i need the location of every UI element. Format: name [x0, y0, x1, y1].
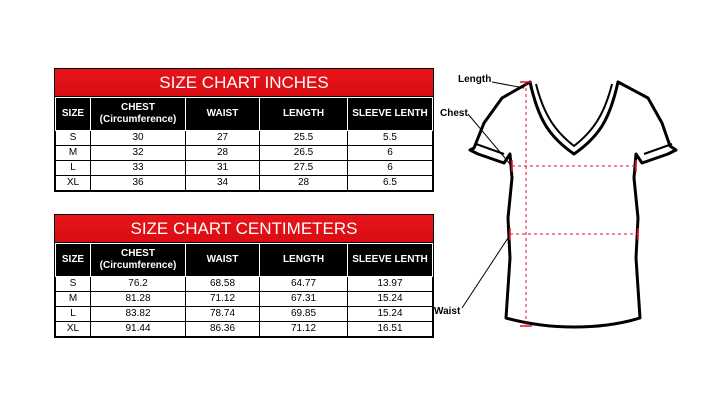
cell-size: L	[56, 161, 91, 176]
table-row	[56, 277, 433, 292]
cell-sleeve: 6	[348, 146, 433, 161]
cell-chest: 30	[91, 131, 186, 146]
header-chest-sub: (Circumference)	[99, 260, 177, 271]
cell-length: 28	[260, 176, 348, 191]
cell-size: M	[56, 292, 91, 307]
cell-waist: 28	[186, 146, 260, 161]
length-leader	[492, 82, 524, 88]
table-row	[56, 292, 433, 307]
cell-chest: 76.2	[91, 277, 186, 292]
cell-size: S	[56, 277, 91, 292]
cell-size: M	[56, 146, 91, 161]
cell-size: L	[56, 307, 91, 322]
tshirt-illustration	[434, 68, 710, 338]
cell-length: 69.85	[260, 307, 348, 322]
header-length: LENGTH	[260, 98, 348, 131]
cell-sleeve: 15.24	[348, 292, 433, 307]
header-chest-label: CHEST	[121, 248, 155, 259]
waist-label: Waist	[434, 306, 461, 317]
header-waist: WAIST	[186, 98, 260, 131]
cell-sleeve: 6	[348, 161, 433, 176]
chart-title-inches: SIZE CHART INCHES	[55, 69, 433, 97]
cell-waist: 86.36	[186, 322, 260, 337]
cell-length: 64.77	[260, 277, 348, 292]
cell-length: 27.5	[260, 161, 348, 176]
header-row	[56, 98, 433, 131]
header-chest	[91, 244, 186, 277]
inches-table	[55, 97, 433, 191]
cell-waist: 78.74	[186, 307, 260, 322]
table-row	[56, 322, 433, 337]
tshirt-outline	[470, 82, 676, 327]
chest-label: Chest	[440, 108, 468, 119]
table-row	[56, 161, 433, 176]
header-size: SIZE	[56, 244, 91, 277]
header-sleeve: SLEEVE LENTH	[348, 98, 433, 131]
cell-size: XL	[56, 322, 91, 337]
cell-chest: 32	[91, 146, 186, 161]
cell-chest: 83.82	[91, 307, 186, 322]
header-chest-sub: (Circumference)	[99, 114, 177, 125]
cell-length: 67.31	[260, 292, 348, 307]
cell-sleeve: 16.51	[348, 322, 433, 337]
tshirt-diagram	[434, 68, 710, 338]
table-row	[56, 176, 433, 191]
cell-chest: 33	[91, 161, 186, 176]
cell-chest: 91.44	[91, 322, 186, 337]
table-row	[56, 131, 433, 146]
header-chest	[91, 98, 186, 131]
cell-waist: 31	[186, 161, 260, 176]
cell-waist: 34	[186, 176, 260, 191]
table-row	[56, 307, 433, 322]
header-chest-label: CHEST	[121, 102, 155, 113]
size-chart-centimeters	[54, 214, 434, 338]
cell-waist: 27	[186, 131, 260, 146]
chart-title-centimeters: SIZE CHART CENTIMETERS	[55, 215, 433, 243]
header-size: SIZE	[56, 98, 91, 131]
size-chart-inches	[54, 68, 434, 192]
cell-waist: 71.12	[186, 292, 260, 307]
cell-size: S	[56, 131, 91, 146]
cell-sleeve: 5.5	[348, 131, 433, 146]
header-waist: WAIST	[186, 244, 260, 277]
cell-sleeve: 6.5	[348, 176, 433, 191]
header-row	[56, 244, 433, 277]
cell-sleeve: 15.24	[348, 307, 433, 322]
table-row	[56, 146, 433, 161]
length-label: Length	[458, 74, 492, 85]
cell-sleeve: 13.97	[348, 277, 433, 292]
header-length: LENGTH	[260, 244, 348, 277]
waist-leader	[462, 238, 508, 308]
cell-length: 71.12	[260, 322, 348, 337]
cell-length: 25.5	[260, 131, 348, 146]
header-sleeve: SLEEVE LENTH	[348, 244, 433, 277]
cell-chest: 36	[91, 176, 186, 191]
centimeters-table	[55, 243, 433, 337]
cell-size: XL	[56, 176, 91, 191]
cell-waist: 68.58	[186, 277, 260, 292]
cell-chest: 81.28	[91, 292, 186, 307]
cell-length: 26.5	[260, 146, 348, 161]
